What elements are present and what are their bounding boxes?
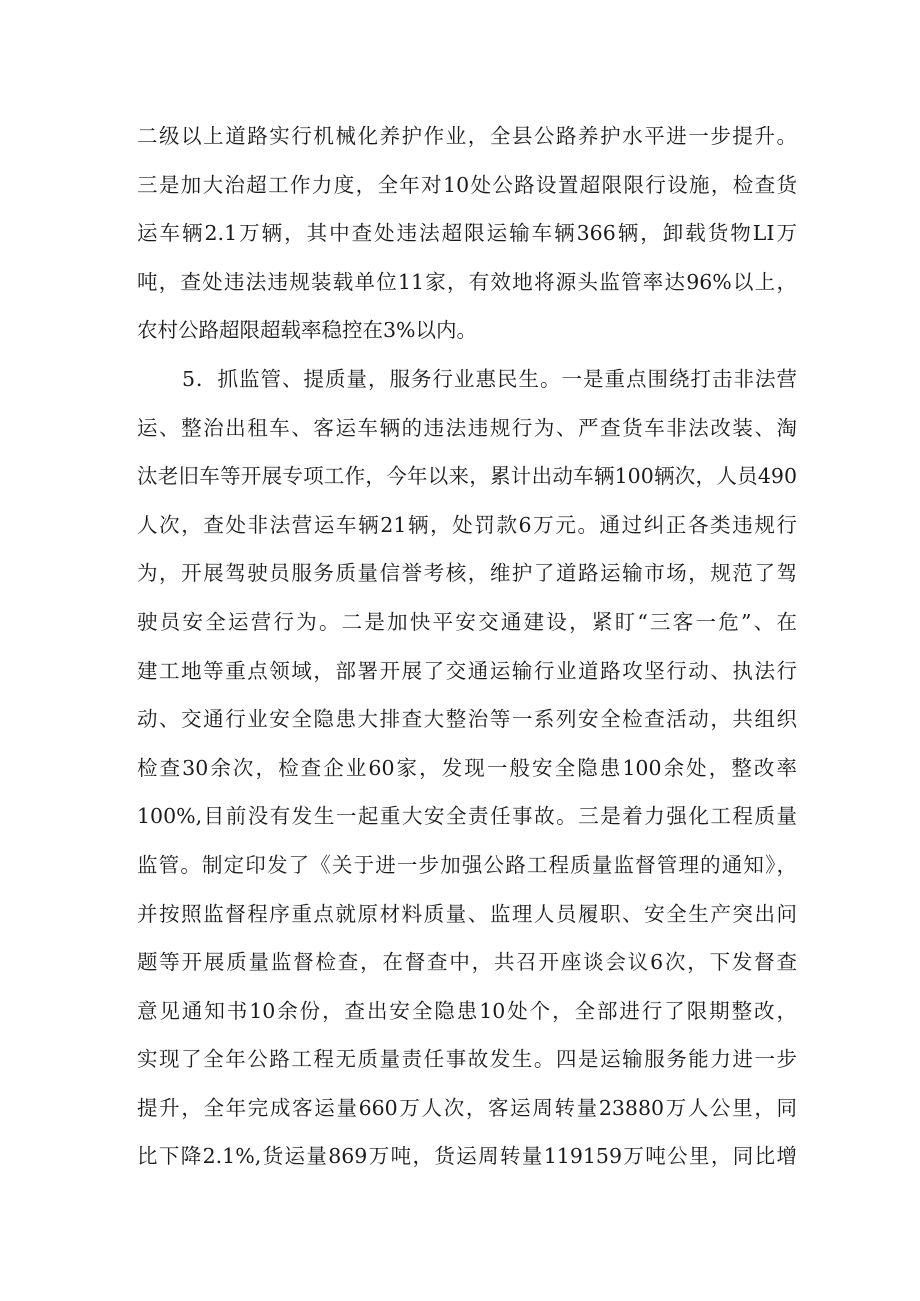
text-line-10: 为，开展驾驶员服务质量信誉考核，维护了道路运输市场，规范了驾	[137, 561, 797, 586]
text-line-5: 农村公路超限超载率稳控在3%以内。	[137, 318, 478, 343]
paragraph-5-heading-line: 5．抓监管、提质量，服务行业惠民生。一是重点围绕打击非法营	[182, 366, 797, 391]
text-line-19: 意见通知书10余份，查出安全隐患10处个，全部进行了限期整改，	[137, 998, 797, 1023]
text-line-18: 题等开展质量监督检查，在督查中，共召开座谈会议6次，下发督查	[137, 950, 797, 975]
text-line-11: 驶员安全运营行为。二是加快平安交通建设，紧盯“三客一危”、在	[137, 609, 797, 634]
text-line-3: 运车辆2.1万辆，其中查处违法超限运输车辆366辆，卸载货物LI万	[137, 221, 797, 246]
text-line-15: 100%,目前没有发生一起重大安全责任事故。三是着力强化工程质量	[137, 804, 797, 829]
text-line-2: 三是加大治超工作力度，全年对10处公路设置超限限行设施，检查货	[137, 172, 797, 197]
text-line-21: 提升，全年完成客运量660万人次，客运周转量23880万人公里，同	[137, 1095, 797, 1120]
text-line-17: 并按照监督程序重点就原材料质量、监理人员履职、安全生产突出问	[137, 901, 797, 926]
text-line-12: 建工地等重点领域，部署开展了交通运输行业道路攻坚行动、执法行	[137, 658, 797, 683]
text-line-16: 监管。制定印发了《关于进一步加强公路工程质量监督管理的通知》，	[137, 852, 797, 877]
text-line-1: 二级以上道路实行机械化养护作业，全县公路养护水平进一步提升。	[137, 124, 797, 148]
text-line-8: 汰老旧车等开展专项工作，今年以来，累计出动车辆100辆次，人员490	[137, 464, 797, 489]
text-line-9: 人次，查处非法营运车辆21辆，处罚款6万元。通过纠正各类违规行	[137, 512, 797, 537]
text-line-22: 比下降2.1%,货运量869万吨，货运周转量119159万吨公里，同比增	[137, 1144, 797, 1169]
body-text	[137, 112, 797, 1181]
text-line-7: 运、整治出租车、客运车辆的违法违规行为、严查货车非法改装、淘	[137, 415, 797, 440]
text-line-13: 动、交通行业安全隐患大排查大整治等一系列安全检查活动，共组织	[137, 707, 797, 732]
text-line-20: 实现了全年公路工程无质量责任事故发生。四是运输服务能力进一步	[137, 1047, 797, 1072]
text-line-4: 吨，查处违法违规装载单位11家，有效地将源头监管率达96%以上，	[137, 269, 797, 294]
text-line-14: 检查30余次，检查企业60家，发现一般安全隐患100余处，整改率	[137, 755, 797, 780]
